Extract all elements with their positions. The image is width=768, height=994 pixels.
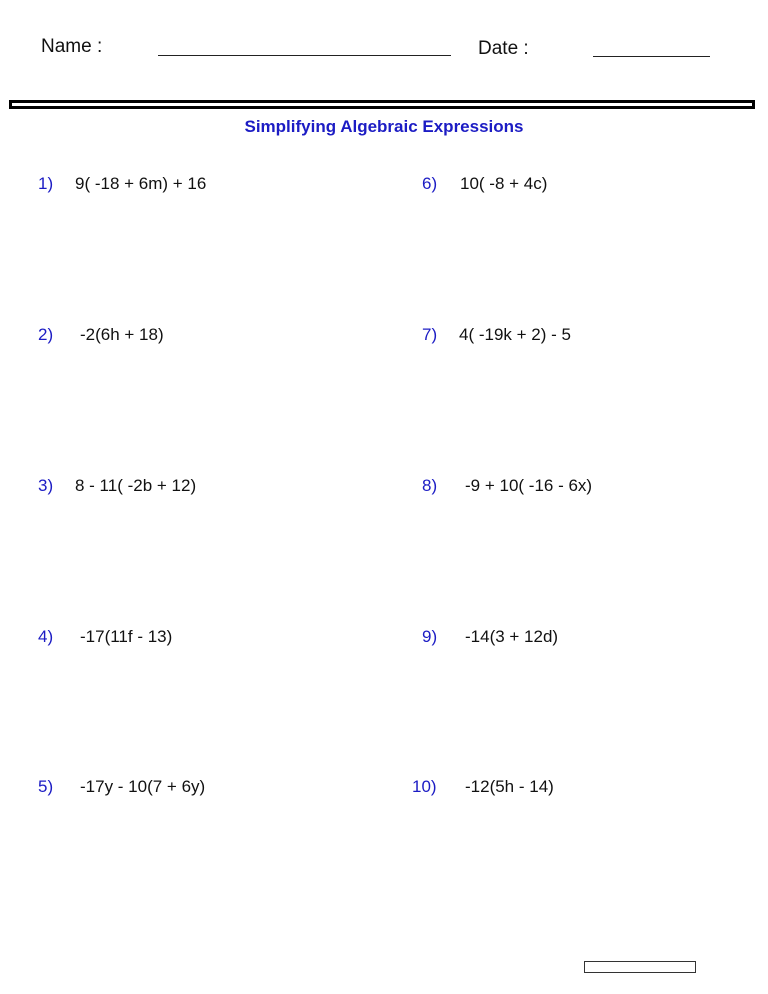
problem-3 bbox=[38, 475, 378, 497]
problem-5 bbox=[38, 776, 378, 798]
problem-expression: -17(11f - 13) bbox=[80, 627, 173, 646]
problem-expression: -17y - 10(7 + 6y) bbox=[80, 777, 206, 796]
problem-number: 6) bbox=[422, 174, 438, 193]
problem-number: 2) bbox=[38, 325, 54, 344]
problem-number: 9) bbox=[422, 627, 438, 646]
problem-number: 7) bbox=[422, 325, 438, 344]
problem-number: 5) bbox=[38, 777, 54, 796]
problem-expression: 8 - 11( -2b + 12) bbox=[75, 476, 197, 495]
problem-number: 8) bbox=[422, 476, 438, 495]
problem-number: 4) bbox=[38, 627, 54, 646]
problem-6 bbox=[422, 173, 762, 195]
problem-number: 1) bbox=[38, 174, 54, 193]
problem-8 bbox=[422, 475, 762, 497]
problem-7 bbox=[422, 324, 762, 346]
worksheet-title: Simplifying Algebraic Expressions bbox=[244, 117, 524, 136]
name-label: Name : bbox=[41, 36, 103, 57]
problem-10 bbox=[412, 776, 762, 798]
problem-expression: 10( -8 + 4c) bbox=[460, 174, 548, 193]
problem-1 bbox=[38, 173, 378, 195]
score-box[interactable] bbox=[584, 961, 696, 973]
header-divider bbox=[9, 100, 755, 109]
problem-expression: -14(3 + 12d) bbox=[465, 627, 559, 646]
date-label: Date : bbox=[478, 38, 529, 59]
problem-expression: -12(5h - 14) bbox=[465, 777, 554, 796]
problem-2 bbox=[38, 324, 378, 346]
problem-9 bbox=[422, 626, 762, 648]
problem-expression: 4( -19k + 2) - 5 bbox=[459, 325, 571, 344]
problem-expression: 9( -18 + 6m) + 16 bbox=[75, 174, 207, 193]
date-input-line[interactable] bbox=[593, 56, 710, 57]
problem-4 bbox=[38, 626, 378, 648]
problem-number: 10) bbox=[412, 777, 437, 796]
problem-expression: -2(6h + 18) bbox=[80, 325, 164, 344]
name-input-line[interactable] bbox=[158, 55, 451, 56]
problem-number: 3) bbox=[38, 476, 54, 495]
problem-expression: -9 + 10( -16 - 6x) bbox=[465, 476, 593, 495]
